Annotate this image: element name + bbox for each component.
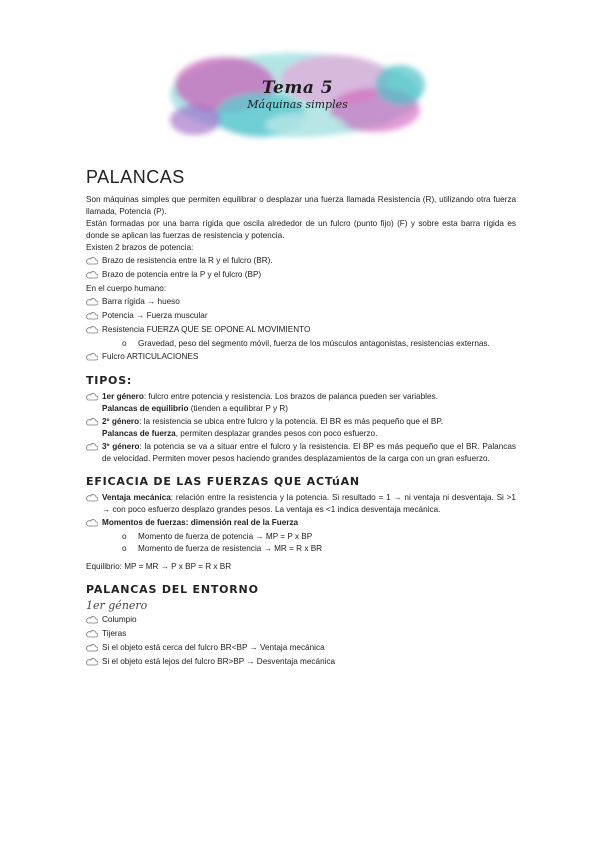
list-item bbox=[86, 614, 516, 627]
entorno-item: Tijeras bbox=[102, 629, 127, 638]
cuerpo-item: Barra rígida → hueso bbox=[102, 297, 180, 306]
fulcro-item: Fulcro ARTICULACIONES bbox=[102, 352, 199, 361]
heading-entorno: PALANCAS DEL ENTORNO bbox=[86, 583, 259, 596]
cloud-bullet-icon bbox=[86, 492, 102, 505]
momentos-label: Momentos de fuerzas: dimensión real de la Fuerza bbox=[102, 518, 299, 527]
tipo-label: 3º género bbox=[102, 442, 140, 451]
tipo-subtext: , permiten desplazar grandes pesos con poco esfuerzo. bbox=[175, 429, 378, 438]
list-item bbox=[86, 310, 516, 323]
list-item bbox=[86, 269, 516, 282]
cloud-bullet-icon bbox=[86, 416, 102, 429]
tipo-text: : la potencia se va a situar entre el fulcro y la resistencia. El BP es más pequeño que el BR. Palancas de velocidad. Permiten mover pesos haciendo grandes desplazamientos de la carga con un gran esfuerzo. bbox=[102, 442, 516, 463]
list-item bbox=[86, 416, 516, 440]
subheading-primer-genero: 1er género bbox=[86, 599, 148, 612]
cuerpo-item: Resistencia FUERZA QUE SE OPONE AL MOVIMIENTO bbox=[102, 325, 311, 334]
circle-bullet-icon: o bbox=[122, 544, 127, 553]
cloud-bullet-icon bbox=[86, 642, 102, 655]
tipo-subtext: (tienden a equilibrar P y R) bbox=[188, 404, 288, 413]
sub-list-item bbox=[122, 543, 516, 555]
entorno-item: Columpio bbox=[102, 615, 137, 624]
list-item bbox=[86, 642, 516, 655]
cloud-bullet-icon bbox=[86, 391, 102, 404]
list-item bbox=[86, 324, 516, 337]
list-item bbox=[86, 492, 516, 516]
sub-list-item bbox=[122, 338, 516, 350]
cloud-bullet-icon bbox=[86, 351, 102, 364]
cloud-bullet-icon bbox=[86, 441, 102, 454]
list-item bbox=[86, 628, 516, 641]
tipo-text: : fulcro entre potencia y resistencia. Los brazos de palanca pueden ser variables. bbox=[143, 392, 438, 401]
cloud-bullet-icon bbox=[86, 310, 102, 323]
list-item bbox=[86, 391, 516, 415]
cloud-bullet-icon bbox=[86, 517, 102, 530]
resistencia-detail: Gravedad, peso del segmento móvil, fuerza de los músculos antagonistas, resistencias externas. bbox=[138, 339, 490, 348]
cuerpo-label: En el cuerpo humano: bbox=[86, 284, 167, 293]
cloud-bullet-icon bbox=[86, 296, 102, 309]
heading-palancas: PALANCAS bbox=[86, 167, 185, 187]
cuerpo-item: Potencia → Fuerza muscular bbox=[102, 311, 208, 320]
title-banner bbox=[165, 40, 430, 145]
heading-tipos: TIPOS: bbox=[86, 374, 133, 387]
cloud-bullet-icon bbox=[86, 628, 102, 641]
list-item bbox=[86, 255, 516, 268]
cloud-bullet-icon bbox=[86, 255, 102, 268]
brazos-label: Existen 2 brazos de potencia: bbox=[86, 243, 194, 252]
cloud-bullet-icon bbox=[86, 614, 102, 627]
list-item bbox=[86, 296, 516, 309]
entorno-item: Si el objeto está cerca del fulcro BR<BP → Ventaja mecánica bbox=[102, 643, 325, 652]
tipo-subtype: Palancas de fuerza bbox=[102, 429, 176, 438]
cloud-bullet-icon bbox=[86, 324, 102, 337]
tipo-subtype: Palancas de equilibrio bbox=[102, 404, 189, 413]
list-item bbox=[86, 517, 516, 530]
list-item bbox=[86, 351, 516, 364]
entorno-item: Si el objeto está lejos del fulcro BR>BP → Desventaja mecánica bbox=[102, 657, 336, 666]
equilibrio-formula: Equilibrio: MP = MR → P x BP = R x BR bbox=[86, 562, 232, 571]
ventaja-label: Ventaja mecánica bbox=[102, 493, 171, 502]
brazo-potencia: Brazo de potencia entre la P y el fulcro (BP) bbox=[102, 270, 262, 279]
cloud-bullet-icon bbox=[86, 656, 102, 669]
cloud-bullet-icon bbox=[86, 269, 102, 282]
momento-item: Momento de fuerza de potencia → MP = P x BP bbox=[138, 532, 313, 541]
intro-paragraph-1: Son máquinas simples que permiten equilibrar o desplazar una fuerza llamada Resistencia (R), utilizando otra fuerza llamada, Potencia (P). bbox=[86, 195, 516, 216]
list-item bbox=[86, 441, 516, 465]
tipo-text: : la resistencia se ubica entre fulcro y la potencia. El BR es más pequeño que el BP. bbox=[139, 417, 443, 426]
intro-paragraph-2: Están formadas por una barra rígida que oscila alrededor de un fulcro (punto fijo) (F) y sobre esta barra rígida es donde se aplican las fuerzas de resistencia y potencia. bbox=[86, 219, 516, 240]
heading-eficacia: EFICACIA DE LAS FUERZAS QUE ACTúAN bbox=[86, 475, 360, 488]
document-title: Tema 5 bbox=[261, 78, 334, 98]
circle-bullet-icon: o bbox=[122, 532, 127, 541]
circle-bullet-icon: o bbox=[122, 339, 127, 348]
tipo-label: 2º género bbox=[102, 417, 140, 426]
tipo-label: 1er género bbox=[102, 392, 144, 401]
document-body bbox=[86, 166, 516, 670]
list-item bbox=[86, 656, 516, 669]
ventaja-text: : relación entre la resistencia y la potencia. Si resultado = 1 → ni ventaja ni desventaja. Si >1 → con poco esfuerzo desplazo grandes pesos. La ventaja es <1 indica desventaja mecánica. bbox=[102, 493, 516, 514]
brazo-resistencia: Brazo de resistencia entre la R y el fulcro (BR). bbox=[102, 256, 273, 265]
document-subtitle: Máquinas simples bbox=[247, 98, 348, 111]
momento-item: Momento de fuerza de resistencia → MR = R x BR bbox=[138, 544, 323, 553]
sub-list-item bbox=[122, 531, 516, 543]
